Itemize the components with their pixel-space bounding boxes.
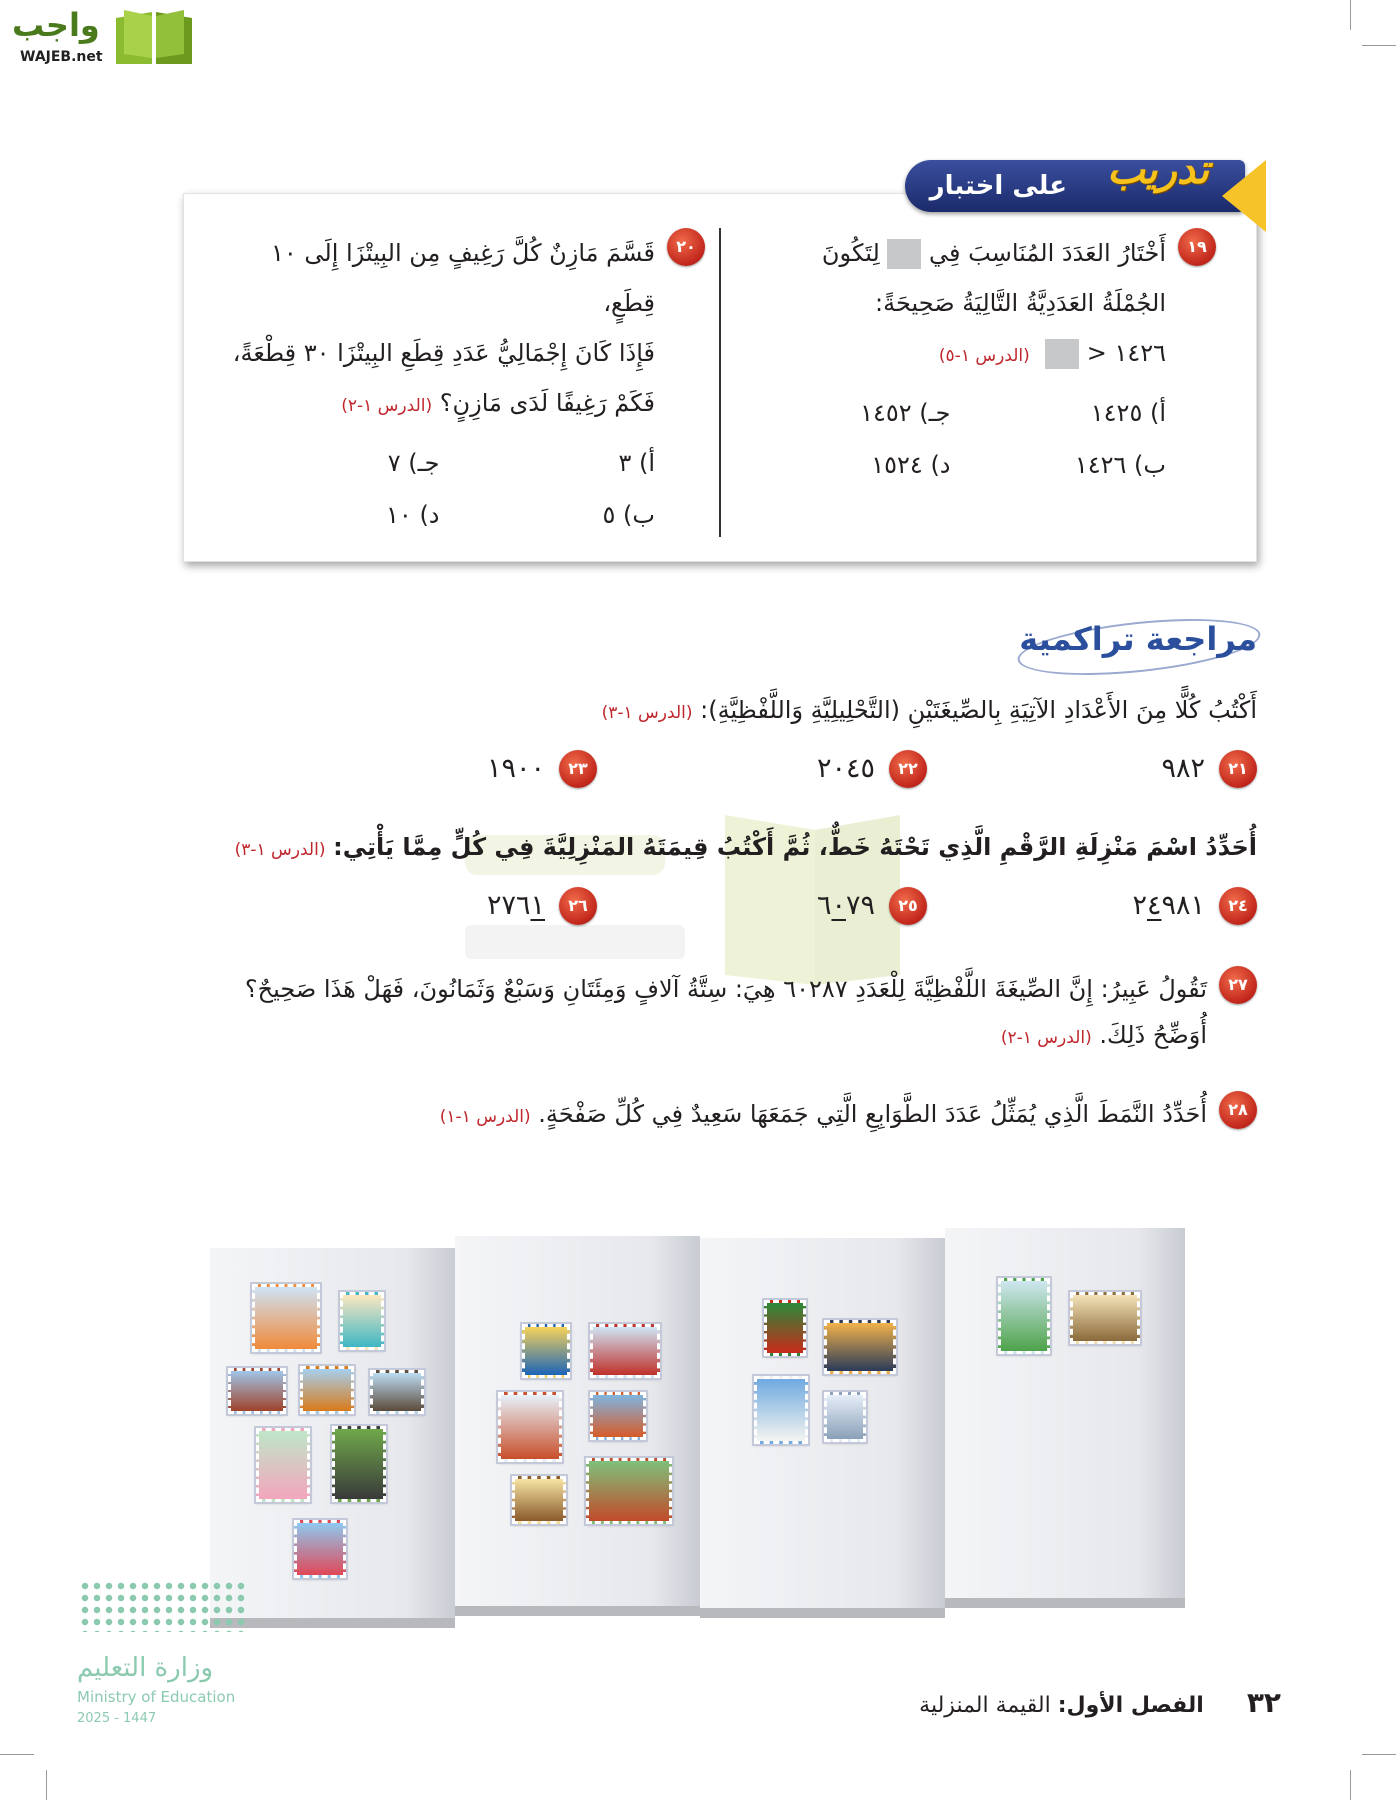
stamp-tulip bbox=[252, 1284, 320, 1352]
stamp-insect bbox=[586, 1458, 672, 1524]
exercise-23 bbox=[267, 749, 597, 789]
main-content bbox=[183, 147, 1257, 1140]
ministry-arabic: وزارة التعليم bbox=[77, 1653, 214, 1683]
question-19 bbox=[719, 228, 1230, 537]
banner-title-practice: تدريب bbox=[1107, 147, 1209, 193]
question-number-badge: ٢٧ bbox=[1219, 966, 1257, 1004]
question-number-badge: ١٩ bbox=[1178, 228, 1216, 266]
option-value: ٥ bbox=[602, 501, 616, 529]
digits: ٧٩ bbox=[845, 890, 875, 921]
option-value: ١٤٥٢ bbox=[860, 399, 912, 427]
underlined-digit: ١ bbox=[530, 890, 545, 921]
digits: ٦ bbox=[816, 890, 832, 921]
lesson-ref: (الدرس ١-١) bbox=[439, 1107, 531, 1127]
option-value: ٣ bbox=[618, 449, 632, 477]
exercise-value: ٢٠٤٥ bbox=[816, 753, 875, 784]
stamp-carnation bbox=[256, 1428, 310, 1502]
q20-option-d[interactable] bbox=[224, 493, 440, 537]
stamp-bird bbox=[300, 1366, 354, 1414]
album-page-4 bbox=[945, 1228, 1185, 1608]
q20-line2: فَإِذَا كَانَ إِجْمَالِيُّ عَدَدِ قِطَعِ البِيتْزَا ٣٠ قِطْعَةً، bbox=[232, 339, 655, 367]
q27-line1: تَقُولُ عَبِيرُ: إِنَّ الصِّيغَةَ اللَّفْظِيَّةَ لِلْعَدَدِ ٦٠٢٨٧ هِيَ: سِتَّةُ آلافٍ وَمِئَتَانِ وَسَبْعٌ وَثَمَانُونَ، فَهَلْ هَذَا صَحِيحٌ؟ bbox=[244, 975, 1207, 1003]
lesson-ref: (الدرس ١-٣) bbox=[601, 703, 693, 723]
question-number-badge: ٢٥ bbox=[889, 887, 927, 925]
exercise-21 bbox=[927, 749, 1257, 789]
answer-blank-box bbox=[1045, 339, 1079, 369]
exercise-22 bbox=[597, 749, 927, 789]
q27-line2: أُوَضِّحُ ذَلِكَ. bbox=[1099, 1021, 1207, 1049]
question-number-badge: ٢٦ bbox=[559, 887, 597, 925]
stamp-flower bbox=[340, 1292, 384, 1350]
digits: ٩٨١ bbox=[1161, 890, 1205, 921]
option-value: ١٠ bbox=[386, 501, 412, 529]
digits: ٢٧٦ bbox=[486, 890, 531, 921]
q19-option-c[interactable] bbox=[735, 391, 951, 435]
stamp-moth bbox=[332, 1426, 386, 1502]
exercise-row-1 bbox=[183, 749, 1257, 789]
underlined-digit: ٠ bbox=[831, 890, 846, 921]
wajeb-logo[interactable] bbox=[8, 6, 190, 68]
instruction-1 bbox=[183, 688, 1257, 735]
option-value: ١٤٢٥ bbox=[1090, 399, 1143, 427]
instruction-text: أُحَدِّدُ اسْمَ مَنْزِلَةِ الرَّقْمِ الَّذِي تَحْتَهُ خَطٌّ، ثُمَّ أَكْتُبُ قِيمَتَهُ المَنْزِلِيَّةَ فِي كُلٍّ مِمَّا يَأْتِي: bbox=[333, 833, 1257, 861]
page-footer bbox=[919, 1686, 1281, 1723]
q20-option-a[interactable] bbox=[440, 441, 656, 485]
option-label: د) bbox=[930, 451, 951, 479]
lesson-ref: (الدرس ١-٢) bbox=[1000, 1028, 1092, 1048]
book-icon bbox=[114, 8, 194, 66]
stamp-airplane bbox=[590, 1324, 660, 1378]
logo-latin: WAJEB.net bbox=[20, 49, 103, 65]
q19-inequality: ١٤٢٦ < bbox=[1086, 339, 1166, 367]
stamp-bird bbox=[370, 1370, 424, 1414]
question-number-badge: ٢٠ bbox=[667, 228, 705, 266]
test-practice-box bbox=[183, 193, 1257, 562]
q20-line3: فَكَمْ رَغِيفًا لَدَى مَازِنٍ؟ bbox=[439, 389, 655, 417]
exercise-24 bbox=[927, 886, 1257, 926]
crop-mark bbox=[1362, 45, 1396, 46]
crop-mark bbox=[1350, 1770, 1351, 1800]
exercise-value bbox=[1132, 886, 1205, 926]
option-label: أ) bbox=[1149, 399, 1166, 427]
exercise-value bbox=[817, 886, 875, 926]
banner-arrow-icon bbox=[1222, 160, 1266, 232]
exercise-value: ٩٨٢ bbox=[1161, 753, 1205, 784]
question-number-badge: ٢٨ bbox=[1219, 1091, 1257, 1129]
exercise-25 bbox=[597, 886, 927, 926]
stamp-lily bbox=[998, 1278, 1050, 1354]
q19-text-a: أَخْتَارُ العَدَدَ المُنَاسِبَ فِي bbox=[929, 239, 1166, 267]
stamp-flower bbox=[294, 1520, 346, 1578]
stamp-ferris-wheel bbox=[498, 1392, 562, 1462]
logo-arabic: واجب bbox=[12, 6, 100, 44]
stamp-bridge bbox=[590, 1392, 646, 1440]
q19-option-a[interactable] bbox=[951, 391, 1167, 435]
instruction-text: أَكْتُبُ كُلًّا مِنَ الأَعْدَادِ الآتِيَةِ بِالصِّيغَتَيْنِ (التَّحْلِيلِيَّةِ وَاللَّفْظِيَّةِ): bbox=[700, 696, 1257, 724]
section-title: مراجعة تراكمية bbox=[1019, 620, 1257, 658]
lesson-ref: (الدرس ١-٥) bbox=[938, 346, 1030, 366]
option-label: أ) bbox=[638, 449, 655, 477]
question-number-badge: ٢١ bbox=[1219, 750, 1257, 788]
q19-line2: الجُمْلَةُ العَدَدِيَّةُ التَّالِيَةُ صَحِيحَةً: bbox=[875, 289, 1166, 317]
stamp-bird bbox=[228, 1368, 286, 1414]
crop-mark bbox=[46, 1770, 47, 1800]
q28-text: أُحَدِّدُ النَّمَطَ الَّذِي يُمَثِّلُ عَدَدَ الطَّوَابِعِ الَّتِي جَمَعَهَا سَعِيدٌ فِي كُلِّ صَفْحَةٍ. bbox=[538, 1100, 1207, 1128]
answer-blank-box bbox=[887, 239, 921, 269]
lesson-ref: (الدرس ١-٢) bbox=[341, 396, 433, 416]
chapter-label: الفصل الأول: bbox=[1057, 1693, 1204, 1718]
option-value: ١٥٢٤ bbox=[871, 451, 923, 479]
question-27 bbox=[183, 966, 1257, 1061]
crop-mark bbox=[0, 1754, 34, 1755]
option-value: ١٤٢٦ bbox=[1074, 451, 1127, 479]
option-label: د) bbox=[419, 501, 440, 529]
album-page-3 bbox=[700, 1238, 945, 1618]
stamp-bicycle bbox=[512, 1476, 566, 1524]
chapter-title: القيمة المنزلية bbox=[919, 1693, 1051, 1718]
exercise-value: ١٩٠٠ bbox=[486, 753, 545, 784]
stamp-dragonfly bbox=[824, 1392, 866, 1442]
stamp-ship bbox=[824, 1320, 896, 1374]
stamp-album-illustration bbox=[210, 1228, 1185, 1613]
option-label: ب) bbox=[1134, 451, 1166, 479]
cumulative-review-section bbox=[183, 614, 1257, 1140]
stamp-windmill bbox=[1070, 1292, 1140, 1344]
banner-title-test: على اختبار bbox=[929, 171, 1067, 201]
q20-line1: قَسَّمَ مَازِنٌ كُلَّ رَغِيفٍ مِن البِيتْزَا إِلَى ١٠ قِطَعٍ، bbox=[271, 239, 655, 317]
question-20 bbox=[210, 228, 719, 537]
album-page-2 bbox=[455, 1236, 700, 1616]
ministry-year: 2025 - 1447 bbox=[77, 1711, 157, 1726]
question-28 bbox=[183, 1091, 1257, 1140]
exercise-value bbox=[487, 886, 545, 926]
option-label: جـ) bbox=[408, 449, 440, 477]
crop-mark bbox=[1350, 0, 1351, 30]
digits: ٢ bbox=[1132, 890, 1147, 921]
option-label: ب) bbox=[623, 501, 655, 529]
test-practice-banner bbox=[905, 147, 1245, 212]
q19-option-b[interactable] bbox=[951, 443, 1167, 487]
question-number-badge: ٢٤ bbox=[1219, 887, 1257, 925]
question-number-badge: ٢٢ bbox=[889, 750, 927, 788]
page-number: ٣٢ bbox=[1246, 1686, 1281, 1719]
stamp-daisy bbox=[754, 1376, 808, 1444]
exercise-26 bbox=[267, 886, 597, 926]
option-label: جـ) bbox=[919, 399, 951, 427]
stamp-butterfly bbox=[522, 1324, 570, 1378]
lesson-ref: (الدرس ١-٣) bbox=[234, 840, 326, 860]
question-number-badge: ٢٣ bbox=[559, 750, 597, 788]
exercise-row-2 bbox=[183, 886, 1257, 926]
ministry-of-education-logo bbox=[75, 1580, 255, 1730]
ministry-english: Ministry of Education bbox=[77, 1688, 236, 1706]
q20-option-b[interactable] bbox=[440, 493, 656, 537]
instruction-2 bbox=[183, 825, 1257, 872]
q20-option-c[interactable] bbox=[224, 441, 440, 485]
stamp-ladybug bbox=[764, 1300, 806, 1356]
ministry-dots-emblem bbox=[79, 1580, 249, 1632]
q19-option-d[interactable] bbox=[735, 443, 951, 487]
q19-text-b: لِتَكُونَ bbox=[821, 239, 880, 267]
option-value: ٧ bbox=[387, 449, 401, 477]
underlined-digit: ٤ bbox=[1146, 890, 1162, 921]
crop-mark bbox=[1362, 1754, 1396, 1755]
